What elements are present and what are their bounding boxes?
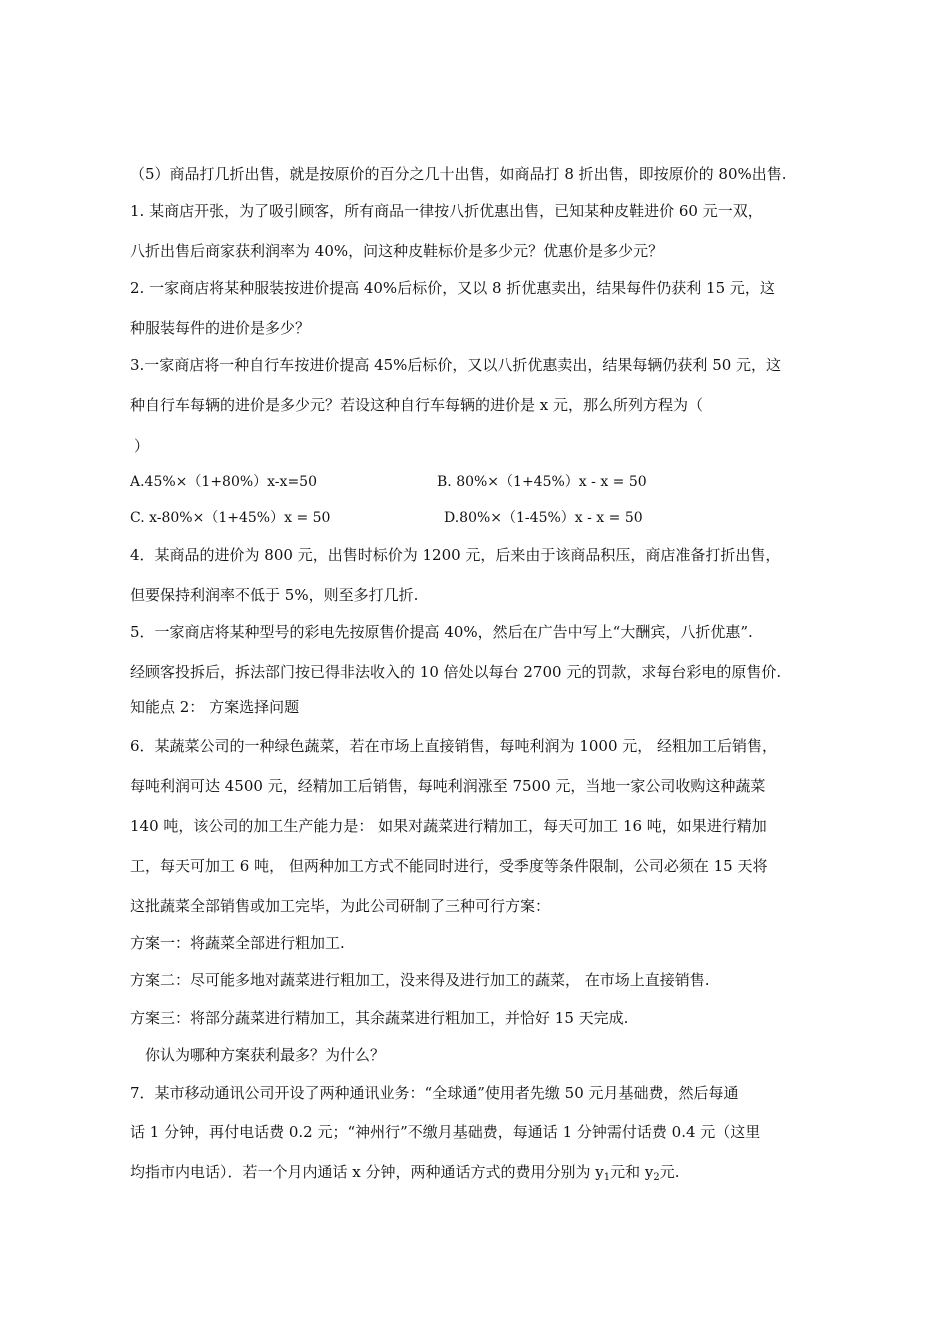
problem-2-line-1: 2. 一家商店将某种服装按进价提高 40%后标价，又以 8 折优惠卖出，结果每件仍获利 15 元，这 xyxy=(130,279,775,297)
problem-5-line-2: 经顾客投拆后，拆法部门按已得非法收入的 10 倍处以每台 2700 元的罚款，求每台彩电的原售价. xyxy=(130,663,782,681)
problem-2-line-2: 种服装每件的进价是多少？ xyxy=(130,319,311,337)
problem-3-line-3: ） xyxy=(134,437,150,455)
plan-3: 方案三：将部分蔬菜进行精加工，其余蔬菜进行粗加工，并恰好 15 天完成. xyxy=(130,1009,629,1027)
option-a: A.45%×（1+80%）x-x=50 xyxy=(130,474,317,490)
problem-7-line-1: 7．某市移动通讯公司开设了两种通讯业务：“全球通”使用者先缴 50 元月基础费，然后每通 xyxy=(130,1084,739,1102)
problem-6-line-4: 工，每天可加工 6 吨， 但两种加工方式不能同时进行，受季度等条件限制，公司必须在 15 天将 xyxy=(130,857,768,875)
option-d: D.80%×（1-45%）x - x = 50 xyxy=(444,510,643,526)
problem-7-line-3-mid: 元和 y xyxy=(610,1163,654,1181)
problem-6-line-3: 140 吨，该公司的加工生产能力是： 如果对蔬菜进行精加工，每天可加工 16 吨，如果进行精加 xyxy=(130,817,767,835)
problem-6-question: 你认为哪种方案获利最多？为什么？ xyxy=(145,1046,386,1064)
problem-7-line-2: 话 1 分钟，再付电话费 0.2 元；“神州行”不缴月基础费，每通话 1 分钟需付话费 0.4 元（这里 xyxy=(130,1123,761,1141)
problem-1-line-1: 1. 某商店开张，为了吸引顾客，所有商品一律按八折优惠出售，已知某种皮鞋进价 60 元一双， xyxy=(130,202,763,220)
problem-6-line-1: 6．某蔬菜公司的一种绿色蔬菜，若在市场上直接销售，每吨利润为 1000 元， 经粗加工后销售， xyxy=(130,737,778,755)
y1-subscript: 1 xyxy=(603,1172,611,1183)
problem-4-line-2: 但要保持利润率不低于 5%，则至多打几折. xyxy=(130,586,419,604)
discount-rule-note: （5）商品打几折出售，就是按原价的百分之几十出售，如商品打 8 折出售，即按原价的 80%出售. xyxy=(130,165,787,183)
problem-3-line-1: 3.一家商店将一种自行车按进价提高 45%后标价，又以八折优惠卖出，结果每辆仍获利 50 元，这 xyxy=(130,356,782,374)
plan-2: 方案二：尽可能多地对蔬菜进行粗加工，没来得及进行加工的蔬菜， 在市场上直接销售. xyxy=(130,971,710,989)
problem-7-line-3-text: 均指市内电话）．若一个月内通话 x 分钟，两种通话方式的费用分别为 y xyxy=(130,1163,604,1181)
problem-3-line-2: 种自行车每辆的进价是多少元？若设这种自行车每辆的进价是 x 元，那么所列方程为（ xyxy=(130,396,703,414)
problem-5-line-1: 5．一家商店将某种型号的彩电先按原售价提高 40%，然后在广告中写上“大酬宾，八折优惠”. xyxy=(130,623,753,641)
plan-1: 方案一：将蔬菜全部进行粗加工. xyxy=(130,934,345,952)
problem-7-line-3 xyxy=(130,1162,680,1188)
problem-6-line-2: 每吨利润可达 4500 元，经精加工后销售，每吨利润涨至 7500 元，当地一家公司收购这种蔬菜 xyxy=(130,777,766,795)
problem-7-line-3-end: 元. xyxy=(659,1163,680,1181)
problem-1-line-2: 八折出售后商家获利润率为 40%，问这种皮鞋标价是多少元？优惠价是多少元？ xyxy=(130,242,664,260)
option-c: C. x-80%×（1+45%）x = 50 xyxy=(130,510,331,526)
problem-4-line-1: 4．某商品的进价为 800 元，出售时标价为 1200 元，后来由于该商品积压，商店准备打折出售， xyxy=(130,546,781,564)
option-b: B. 80%×（1+45%）x - x = 50 xyxy=(437,474,647,490)
section-heading: 知能点 2： 方案选择问题 xyxy=(130,698,300,716)
problem-6-line-5: 这批蔬菜全部销售或加工完毕，为此公司研制了三种可行方案： xyxy=(130,897,551,915)
y2-subscript: 2 xyxy=(653,1172,660,1183)
